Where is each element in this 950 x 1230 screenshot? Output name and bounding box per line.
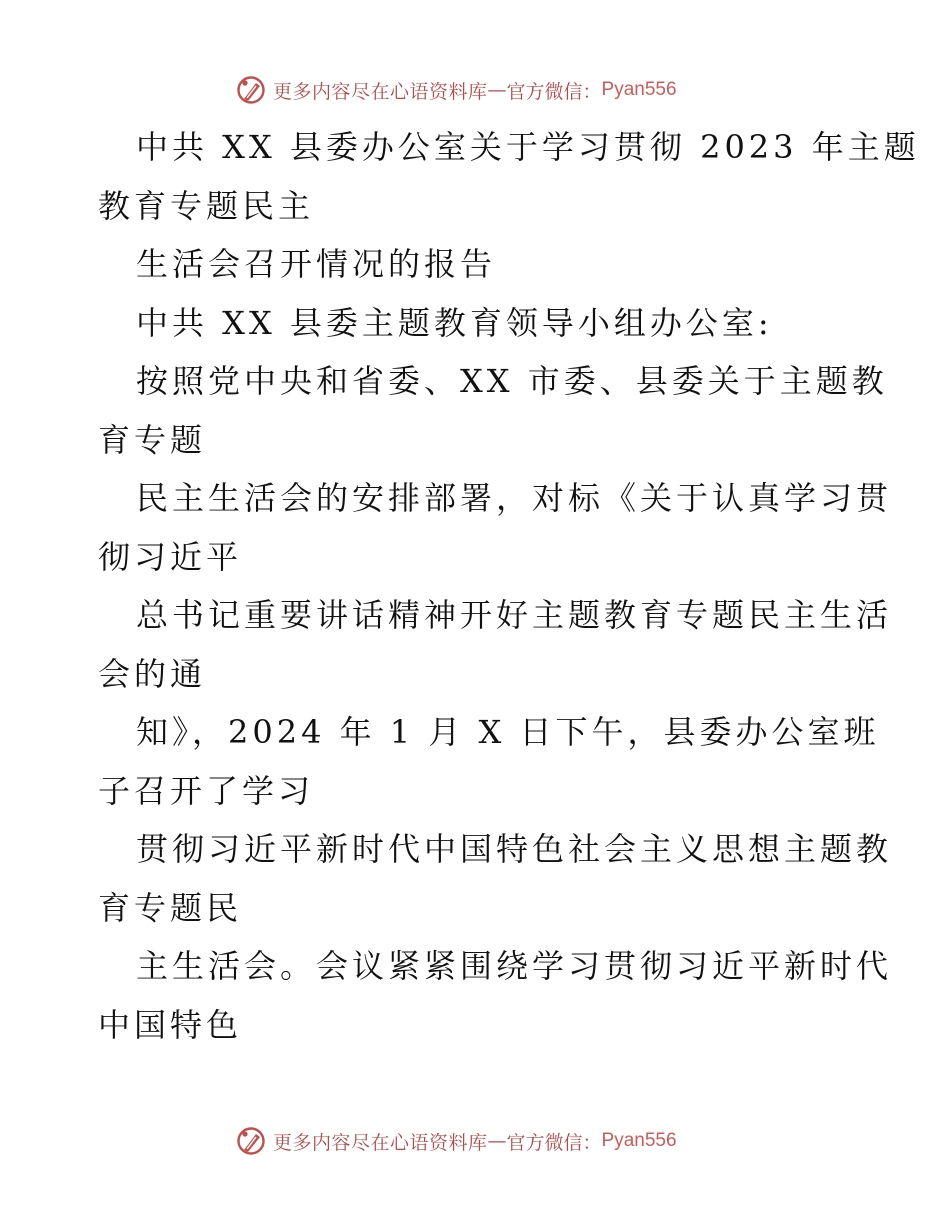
paragraph-line: 彻习近平 (98, 537, 243, 576)
footer-watermark (235, 1125, 677, 1157)
paragraph-line: 育专题 (98, 420, 207, 459)
paragraph-line: 中国特色 (98, 1005, 243, 1044)
paragraph-line: 贯彻习近平新时代中国特色社会主义思想主题教 (136, 830, 893, 868)
watermark-wechat-id: Pyan556 (601, 1130, 677, 1151)
watermark-separator: — (487, 79, 507, 101)
document-body (98, 118, 920, 1054)
paragraph-line: 按照党中央和省委、XX 市委、县委关于主题教 (136, 362, 888, 400)
paragraph-line: 会的通 (98, 654, 207, 693)
addressee-line: 中共 XX 县委主题教育领导小组办公室: (136, 303, 773, 342)
watermark-separator: — (487, 1130, 507, 1152)
watermark-wechat-id: Pyan556 (601, 79, 677, 100)
watermark-wechat-label: 官方微信： (506, 1131, 602, 1154)
pen-nib-logo-icon (235, 1125, 267, 1157)
title-line-2: 教育专题民主 (98, 186, 315, 225)
pen-nib-logo-icon (235, 74, 267, 106)
paragraph-line: 育专题民 (98, 888, 243, 927)
paragraph-line: 总书记重要讲话精神开好主题教育专题民主生活 (136, 596, 893, 634)
watermark-wechat-label: 官方微信： (506, 80, 602, 103)
title-line-1: 中共 XX 县委办公室关于学习贯彻 2023 年主题 (136, 128, 920, 166)
watermark-text: 更多内容尽在心语资料库 (273, 80, 488, 103)
watermark-text: 更多内容尽在心语资料库 (273, 1131, 488, 1154)
title-line-3: 生活会召开情况的报告 (136, 245, 497, 283)
paragraph-line: 主生活会。会议紧紧围绕学习贯彻习近平新时代 (136, 947, 893, 985)
paragraph-line: 子召开了学习 (98, 771, 315, 810)
paragraph-line: 民主生活会的安排部署，对标《关于认真学习贯 (136, 479, 893, 517)
paragraph-line: 知》，2024 年 1 月 X 日下午，县委办公室班 (136, 713, 880, 751)
header-watermark (235, 74, 677, 106)
